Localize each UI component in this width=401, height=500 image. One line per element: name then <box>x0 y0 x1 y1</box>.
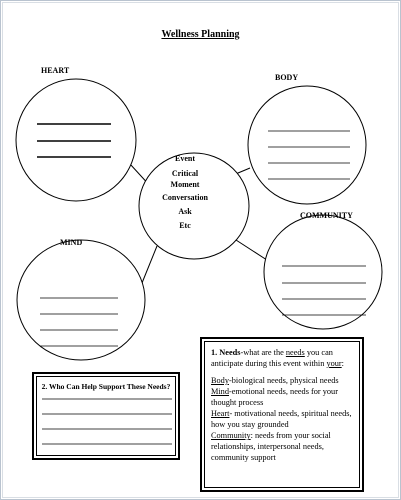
connector-mind <box>142 246 157 283</box>
support-box-heading: 2. Who Can Help Support These Needs? <box>41 382 171 391</box>
heart-label: HEART <box>41 66 70 75</box>
needs-community: Community: needs from your social relationships, interpersonal needs, community support <box>211 431 331 463</box>
center-text <box>144 154 226 232</box>
mind-circle <box>17 240 145 360</box>
mind-label: MIND <box>60 238 83 247</box>
body-label: BODY <box>275 73 299 82</box>
needs-mind: Mind-emotional needs, needs for your thought process <box>211 387 338 408</box>
center-moment: Moment <box>170 179 200 189</box>
center-ask: Ask <box>178 207 192 217</box>
needs-heart: Heart- motivational needs, spiritual needs, how you stay grounded <box>211 409 352 430</box>
center-event: Event <box>175 154 195 163</box>
needs-body: Body-biological needs, physical needs <box>211 376 339 386</box>
community-label: COMMUNITY <box>300 211 353 220</box>
support-box <box>32 372 180 460</box>
center-etc: Etc <box>179 220 191 230</box>
page-title: Wellness Planning <box>161 29 240 40</box>
heart-circle <box>16 79 136 201</box>
body-circle <box>248 86 366 204</box>
connector-community <box>236 240 270 262</box>
needs-intro: 1. Needs-what are the needs you can anticipate during this event within your: <box>211 348 344 369</box>
center-conversation: Conversation <box>162 193 208 203</box>
center-critical: Critical <box>171 168 199 178</box>
community-circle <box>264 215 382 329</box>
needs-box <box>200 337 364 492</box>
